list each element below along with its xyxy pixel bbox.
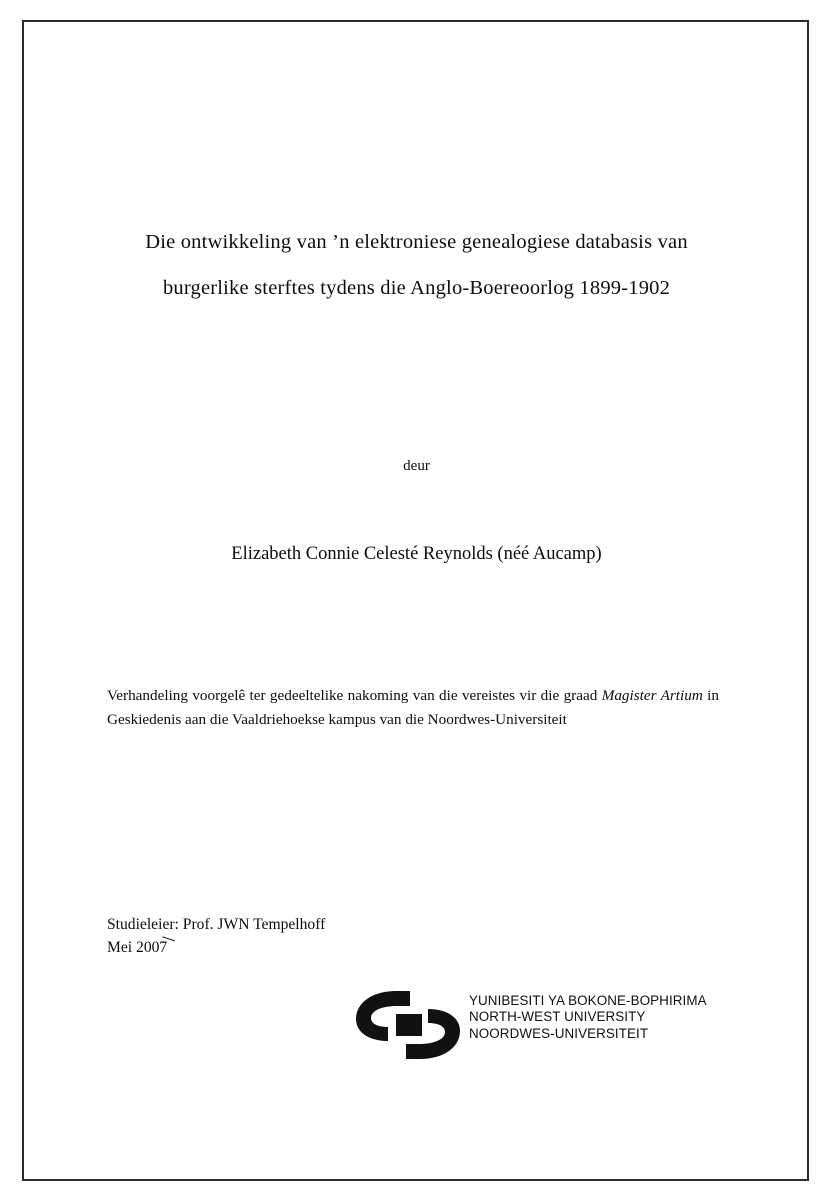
page-title bbox=[104, 219, 729, 311]
logo-text-line-1: YUNIBESITI YA BOKONE-BOPHIRIMA bbox=[469, 993, 707, 1008]
submission-text-part-2: in Geskiedenis aan die Vaaldriehoekse kampus van die Noordwes-Universiteit bbox=[107, 687, 719, 728]
by-label: deur bbox=[403, 458, 430, 474]
logo-text-block bbox=[469, 993, 707, 1042]
submission-statement bbox=[107, 684, 719, 731]
nwu-logo-mark-icon bbox=[352, 989, 464, 1061]
date-line: Mei 2007 bbox=[107, 939, 168, 956]
page-sheet bbox=[26, 24, 805, 1177]
supervisor-line: Studieleier: Prof. JWN Tempelhoff bbox=[107, 916, 326, 933]
supervisor-block bbox=[107, 913, 607, 959]
logo-text-line-2: NORTH-WEST UNIVERSITY bbox=[469, 1009, 646, 1025]
date-line-wrap bbox=[107, 936, 167, 959]
university-logo bbox=[294, 986, 707, 1066]
logo-text-line-3: NOORDWES-UNIVERSITEIT bbox=[469, 1025, 649, 1041]
title-line-1: Die ontwikkeling van ’n elektroniese genealogiese databasis van bbox=[145, 231, 688, 253]
submission-text-part-1: Verhandeling voorgelê ter gedeeltelike nakoming van die vereistes vir die graad bbox=[107, 687, 602, 704]
author-name: Elizabeth Connie Celesté Reynolds (néé Aucamp) bbox=[231, 544, 602, 564]
degree-name: Magister Artium bbox=[601, 687, 703, 704]
page-content bbox=[104, 24, 729, 1177]
title-line-2: burgerlike sterftes tydens die Anglo-Boereoorlog 1899-1902 bbox=[162, 277, 671, 299]
